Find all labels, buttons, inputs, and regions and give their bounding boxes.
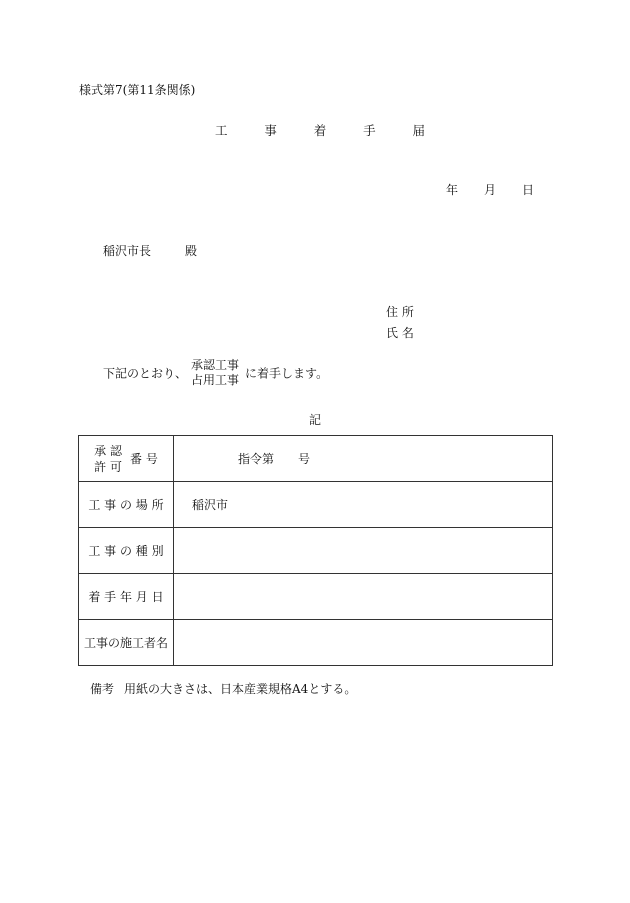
date-month-label: 月 (484, 183, 497, 197)
applicant-block (386, 302, 414, 344)
statement-prefix: 下記のとおり、 (103, 366, 188, 381)
title-char: 着 (313, 123, 327, 138)
contractor-label: 工事の施工者名 (79, 620, 174, 666)
date-day-label: 日 (522, 183, 535, 197)
permit-number-label (79, 436, 174, 482)
table-row (79, 574, 553, 620)
table-row (79, 528, 553, 574)
work-type-choice (191, 358, 239, 388)
form-number: 様式第7(第11条関係) (79, 83, 196, 97)
label-approval: 承 認 (94, 443, 122, 458)
title-char: 事 (264, 123, 277, 138)
applicant-name-label: 氏 名 (386, 326, 414, 340)
label-permit: 許 可 (94, 459, 122, 474)
work-location-field[interactable]: 稲沢市 (174, 482, 553, 528)
date-line (446, 181, 534, 198)
table-row (79, 620, 553, 666)
title-char: 手 (363, 123, 376, 138)
addressee-name: 稲沢市長 (103, 244, 152, 258)
addressee-suffix: 殿 (185, 244, 198, 258)
label-number: 番 号 (130, 452, 158, 466)
table-row (79, 482, 553, 528)
statement (103, 358, 328, 388)
applicant-address-label: 住 所 (386, 305, 414, 319)
work-option-approval: 承認工事 (191, 358, 240, 372)
start-date-field[interactable] (174, 574, 553, 620)
table-row (79, 436, 553, 482)
work-location-label: 工 事 の 場 所 (79, 482, 174, 528)
details-table (78, 435, 553, 666)
remarks-note (90, 680, 356, 697)
contractor-field[interactable] (174, 620, 553, 666)
title-char: 工 (215, 123, 228, 138)
addressee (103, 242, 197, 259)
date-year-label: 年 (446, 183, 459, 197)
remarks-text: 用紙の大きさは、日本産業規格A4とする。 (124, 682, 357, 696)
document-title (215, 121, 425, 139)
permit-number-field[interactable]: 指令第 号 (174, 436, 553, 482)
ki-heading: 記 (309, 413, 322, 427)
remarks-heading: 備考 (90, 682, 115, 696)
work-type-label: 工 事 の 種 別 (79, 528, 174, 574)
start-date-label: 着 手 年 月 日 (79, 574, 174, 620)
title-char: 届 (412, 123, 425, 138)
work-type-field[interactable] (174, 528, 553, 574)
statement-suffix: に着手します。 (245, 366, 329, 381)
work-option-occupancy: 占用工事 (191, 373, 240, 387)
